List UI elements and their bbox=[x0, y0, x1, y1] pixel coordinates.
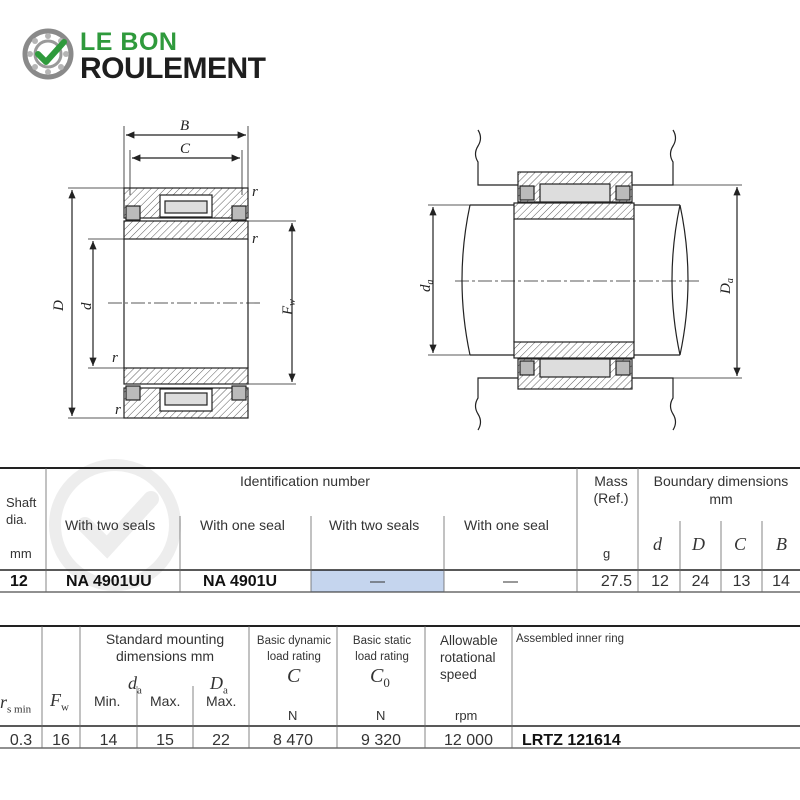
col-with-one-seal: With one seal bbox=[200, 517, 285, 533]
da-min-header: Min. bbox=[94, 693, 121, 709]
identification-header: Identification number bbox=[240, 473, 370, 489]
left-section-view bbox=[68, 126, 296, 418]
col-with-two-seals-2: With two seals bbox=[329, 517, 420, 533]
r-label-1: r bbox=[252, 184, 258, 200]
dim-Fw-label: $F_w$ bbox=[280, 299, 298, 315]
shaft-unit: mm bbox=[10, 546, 32, 561]
mass-header: Mass (Ref.) bbox=[593, 473, 629, 506]
unit-N-dynamic: N bbox=[288, 708, 298, 723]
col-with-one-seal-2: With one seal bbox=[464, 517, 549, 533]
inner-ring-header: Assembled inner ring bbox=[516, 633, 625, 645]
dim-D-label: D bbox=[51, 300, 67, 311]
row-da-max: 15 bbox=[156, 732, 174, 749]
row-shaft-dia: 12 bbox=[10, 573, 28, 590]
speed-header: Allowable rotational speed bbox=[440, 633, 498, 682]
r-label-3: r bbox=[112, 350, 118, 366]
row-C: 8 470 bbox=[272, 732, 314, 749]
dim-D-header: D bbox=[692, 534, 705, 554]
static-load-header: Basic static load rating bbox=[352, 635, 412, 663]
row-da-min: 14 bbox=[99, 732, 118, 749]
row-one-seal-2: — bbox=[503, 573, 518, 590]
row-d: 12 bbox=[651, 573, 669, 590]
dim-d-label: d bbox=[79, 302, 95, 310]
row-Da-max: 22 bbox=[212, 732, 230, 749]
row-two-seals: NA 4901UU bbox=[66, 573, 152, 590]
dim-Da-label: $D_a$ bbox=[718, 278, 736, 294]
boundary-unit: mm bbox=[709, 491, 733, 507]
row-mass: 27.5 bbox=[600, 573, 632, 590]
unit-rpm: rpm bbox=[455, 708, 478, 723]
dim-C-label: C bbox=[180, 141, 191, 157]
unit-N-static: N bbox=[376, 708, 386, 723]
row-D: 24 bbox=[691, 573, 710, 590]
row-one-seal: NA 4901U bbox=[203, 573, 278, 590]
mounting-dims-header: Standard mounting dimensions mm bbox=[105, 631, 225, 664]
rs-min-header: $r_{s min}$ bbox=[0, 692, 32, 716]
shaft-dia-header: Shaft dia. bbox=[6, 495, 37, 527]
mass-unit: g bbox=[603, 546, 611, 561]
r-label-2: r bbox=[252, 231, 258, 247]
r-label-4: r bbox=[115, 402, 121, 418]
row-fw: 16 bbox=[52, 732, 70, 749]
row-speed: 12 000 bbox=[444, 732, 493, 749]
right-mounting-view bbox=[428, 130, 742, 430]
col-with-two-seals: With two seals bbox=[65, 517, 156, 533]
logo-text-bottom: ROULEMENT bbox=[80, 52, 266, 85]
dynamic-load-header: Basic dynamic load rating bbox=[256, 635, 332, 663]
dim-d-header: d bbox=[653, 534, 662, 554]
dim-B-label: B bbox=[180, 118, 190, 134]
row-C0: 9 320 bbox=[360, 732, 402, 749]
logo-text-top: LE BON bbox=[80, 28, 178, 56]
row-B: 14 bbox=[772, 573, 790, 590]
row-two-seals-2: — bbox=[370, 573, 385, 590]
boundary-header: Boundary dimensions bbox=[653, 473, 789, 489]
da-header: $d_a$ bbox=[128, 673, 142, 697]
C0-header: $C_0$ bbox=[370, 665, 390, 690]
dim-C-header: C bbox=[734, 534, 747, 554]
C-header: C bbox=[287, 665, 301, 687]
da-max-header: Max. bbox=[150, 693, 181, 709]
dim-da-label: $d_a$ bbox=[418, 279, 436, 292]
Da-max-header: Max. bbox=[206, 693, 237, 709]
fw-header: $F_w$ bbox=[50, 690, 69, 714]
row-C: 13 bbox=[732, 573, 751, 590]
row-rs-min: 0.3 bbox=[9, 732, 33, 749]
row-inner-ring: LRTZ 121614 bbox=[522, 732, 621, 749]
dim-B-header: B bbox=[776, 534, 787, 554]
Da-header: $D_a$ bbox=[210, 673, 228, 697]
